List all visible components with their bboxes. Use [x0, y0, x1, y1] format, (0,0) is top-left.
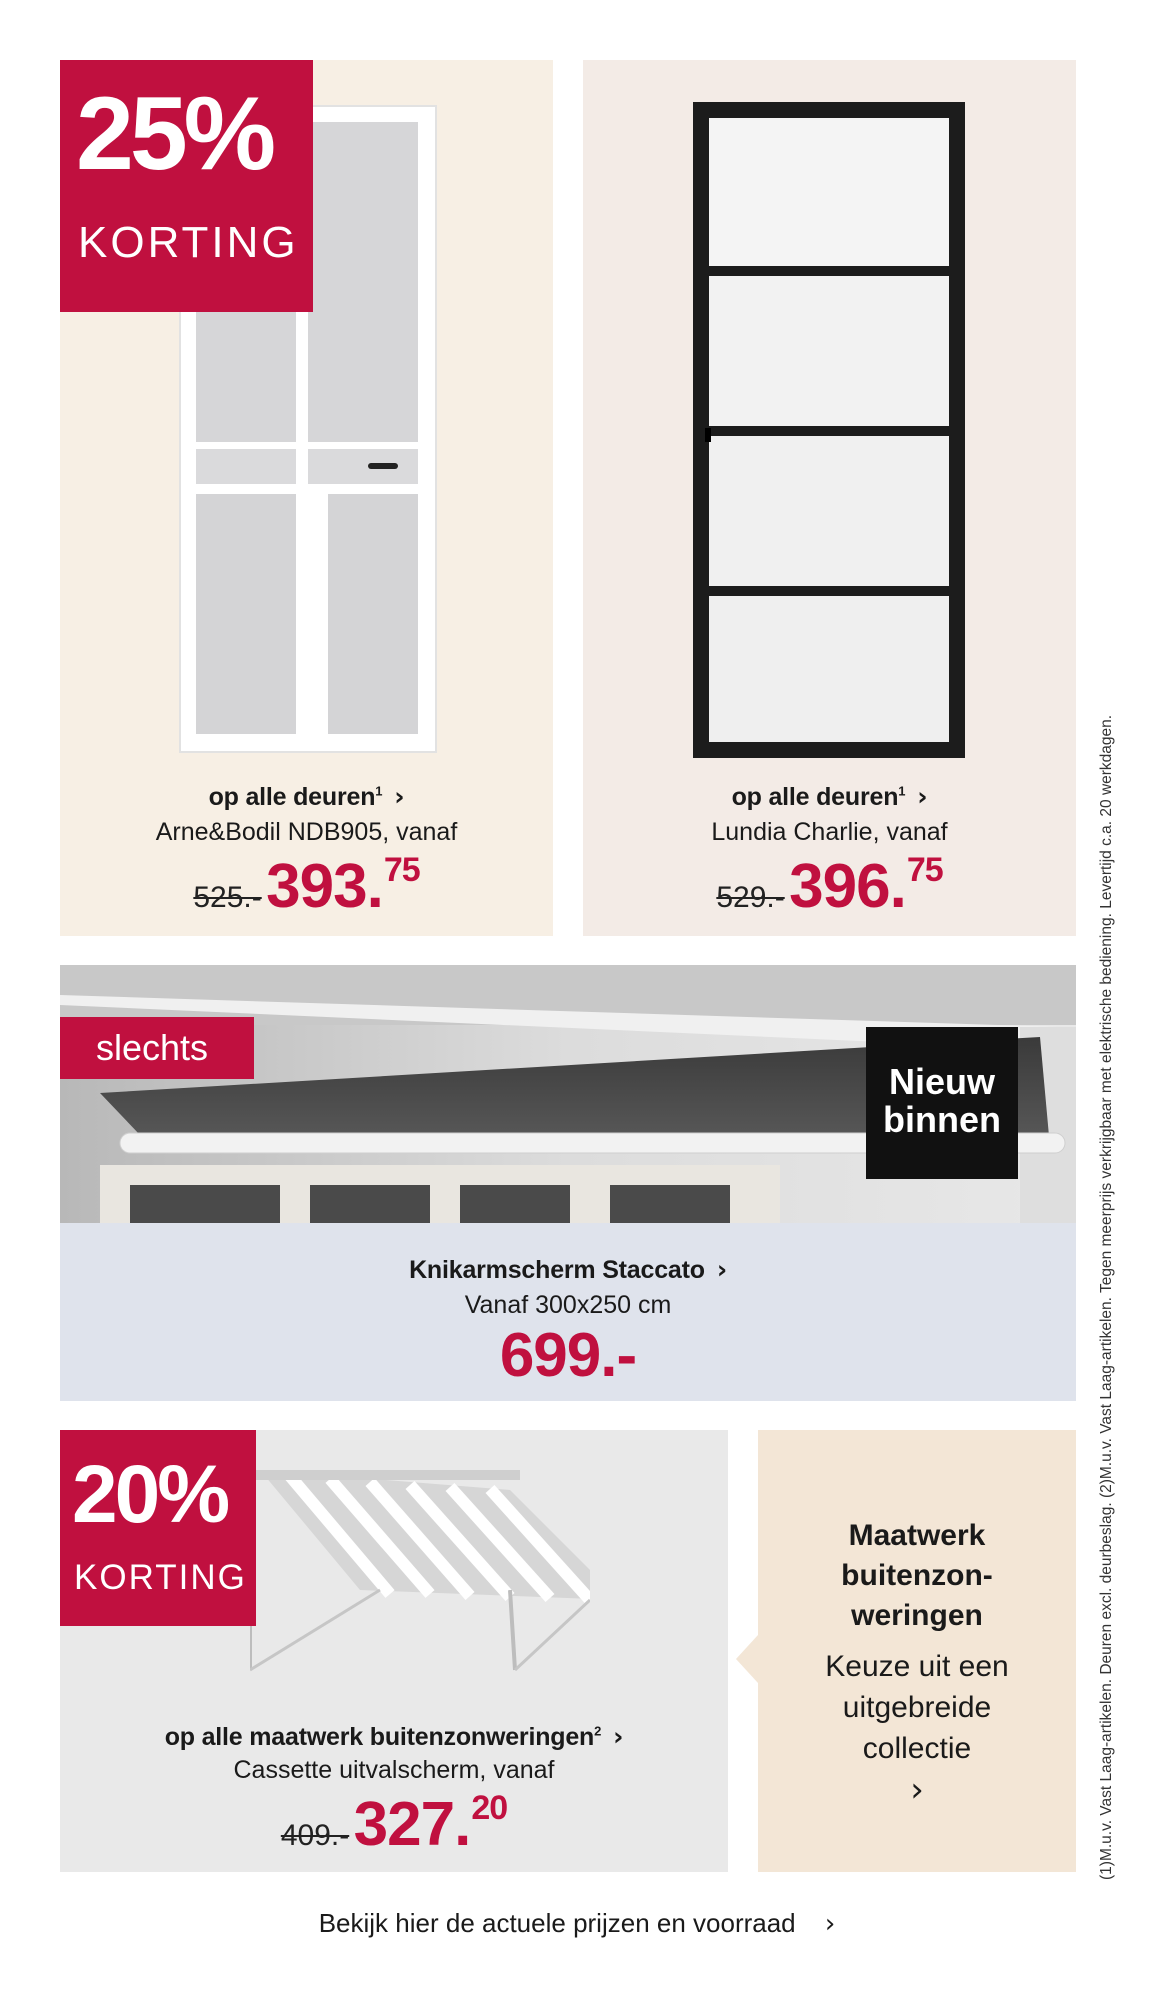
chevron-right-icon[interactable]: ›	[910, 1770, 924, 1810]
product-title-text: op alle deuren	[731, 783, 899, 811]
product-title[interactable]	[60, 782, 553, 812]
product-subtitle: Arne&Bodil NDB905, vanaf	[155, 818, 458, 846]
chevron-right-icon: ›	[613, 1722, 624, 1751]
old-price: 529.-	[716, 881, 785, 914]
tile-text-line2: uitgebreide	[842, 1691, 992, 1724]
new-badge-line2: binnen	[883, 1098, 1001, 1140]
tile-title-line1: Maatwerk	[848, 1519, 986, 1552]
tile-title-line2: buitenzon-	[841, 1559, 993, 1592]
price-cents: 20	[471, 1789, 508, 1827]
product-title-text: op alle deuren	[208, 783, 376, 811]
product-title[interactable]	[60, 1722, 728, 1752]
slechts-badge	[60, 1017, 254, 1079]
tile-pointer	[736, 1635, 758, 1683]
product-card-buitenzonwering[interactable]	[60, 1430, 728, 1872]
new-price	[266, 852, 420, 921]
product-subtitle: Vanaf 300x250 cm	[464, 1291, 672, 1319]
product-title[interactable]	[60, 1255, 1076, 1285]
footer-link-text: Bekijk hier de actuele prijzen en voorraad	[318, 1908, 796, 1938]
product-title[interactable]	[583, 782, 1076, 812]
product-card-knikarmscherm[interactable]	[60, 965, 1076, 1401]
product-subtitle: Cassette uitvalscherm, vanaf	[233, 1756, 555, 1784]
product-subtitle: Lundia Charlie, vanaf	[711, 818, 948, 846]
new-badge	[866, 1027, 1018, 1179]
price-main: 396.	[789, 852, 906, 921]
discount-label: KORTING	[74, 1558, 247, 1597]
slechts-label: slechts	[96, 1027, 209, 1068]
tile-text-line1: Keuze uit een	[825, 1650, 1009, 1683]
old-price: 409.-	[280, 1819, 350, 1852]
discount-badge	[60, 1430, 256, 1626]
footnote-marker: 1	[375, 783, 383, 799]
tile-text-line3: collectie	[862, 1732, 972, 1765]
chevron-right-icon: ›	[394, 782, 405, 811]
footnote-marker: 1	[898, 783, 906, 799]
cassette-awning-image	[250, 1470, 590, 1700]
footnote-marker: 2	[594, 1723, 602, 1739]
old-price: 525.-	[193, 881, 262, 914]
tile-title-line3: weringen	[851, 1599, 983, 1632]
discount-label: KORTING	[78, 218, 299, 267]
new-badge-line1: Nieuw	[888, 1061, 995, 1102]
price-row	[583, 851, 1076, 922]
product-card-door-lundia-charlie[interactable]	[583, 60, 1076, 936]
discount-badge	[60, 60, 313, 312]
new-price	[789, 852, 943, 921]
chevron-right-icon: ›	[716, 1255, 727, 1284]
price-main: 327.	[353, 1790, 471, 1859]
price-cents: 75	[906, 851, 943, 889]
new-price	[354, 1790, 508, 1859]
product-card-door-arne-bodil[interactable]	[60, 60, 553, 936]
price-row	[60, 1789, 728, 1860]
price-cents: 75	[383, 851, 420, 889]
discount-percent: 25%	[76, 76, 273, 192]
price-main: 393.	[266, 852, 383, 921]
product-title-text: Knikarmscherm Staccato	[409, 1256, 705, 1284]
discount-percent: 20%	[72, 1449, 228, 1540]
maatwerk-info-card[interactable]	[758, 1430, 1076, 1872]
product-title-text: op alle maatwerk buitenzonweringen	[164, 1723, 595, 1751]
chevron-right-icon: ›	[917, 782, 928, 811]
black-frame-door-image	[693, 102, 965, 758]
footnote-text: (1)M.u.v. Vast Laag-artikelen. Deuren excl. deurbeslag. (2)M.u.v. Vast Laag-artikelen. Tegen meerprijs verkrijgbaar met elektrische bediening. Levertijd c.a. 20 werkdagen.	[1098, 714, 1115, 1880]
price-row	[60, 851, 553, 922]
chevron-right-icon: ›	[824, 1909, 836, 1939]
footer-link[interactable]	[0, 1908, 1154, 1939]
footnote-vertical	[1098, 480, 1116, 1880]
price: 699.-	[499, 1321, 637, 1390]
